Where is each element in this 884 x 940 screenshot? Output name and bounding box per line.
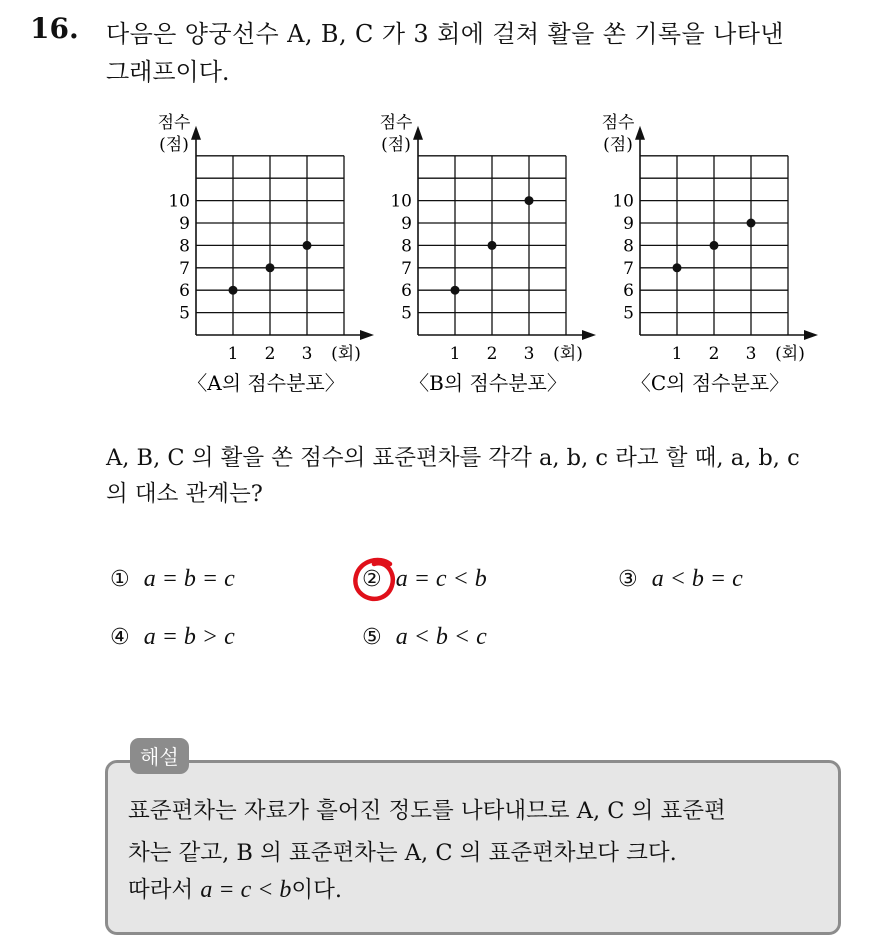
x-tick-label: 2 xyxy=(264,344,276,364)
y-axis-unit: (점) xyxy=(159,134,189,155)
x-axis-arrow xyxy=(804,330,818,340)
solution-badge: 해설 xyxy=(130,738,189,774)
answer-mark-circle xyxy=(350,556,402,606)
y-axis-unit: (점) xyxy=(381,134,411,155)
choice-5[interactable] xyxy=(362,624,487,651)
x-tick-label: 3 xyxy=(301,344,313,364)
data-point xyxy=(303,241,312,250)
choice-number: ① xyxy=(110,567,130,592)
y-axis-arrow xyxy=(635,126,645,140)
chart-caption: 〈C의 점수분포〉 xyxy=(630,371,790,395)
y-axis-arrow xyxy=(413,126,423,140)
y-tick-label: 9 xyxy=(401,214,412,234)
choice-4[interactable] xyxy=(110,624,235,651)
data-point xyxy=(266,263,275,272)
choice-expression: a = c < b xyxy=(395,566,487,592)
choice-number: ③ xyxy=(618,567,638,592)
x-tick-label: 2 xyxy=(486,344,498,364)
x-tick-label: 1 xyxy=(671,344,683,364)
question-text-line1: 다음은 양궁선수 A, B, C 가 3 회에 걸쳐 활을 쏜 기록을 나타낸 xyxy=(106,20,784,48)
y-tick-label: 8 xyxy=(623,236,634,257)
question-stem-line1: A, B, C 의 활을 쏜 점수의 표준편차를 각각 a, b, c 라고 할 때, a, b, c xyxy=(106,445,800,471)
score-charts xyxy=(0,110,884,410)
x-tick-label: 1 xyxy=(449,344,461,364)
choice-3[interactable] xyxy=(618,566,743,593)
y-tick-label: 10 xyxy=(390,191,412,212)
choice-number: ⑤ xyxy=(362,625,382,650)
y-tick-label: 9 xyxy=(623,214,634,234)
question-text-line2: 그래프이다. xyxy=(106,58,230,86)
choice-expression: a = b = c xyxy=(143,566,235,592)
y-tick-label: 7 xyxy=(623,258,634,279)
chart-caption: 〈A의 점수분포〉 xyxy=(187,371,345,395)
x-axis-label: (회) xyxy=(553,344,583,364)
y-tick-label: 6 xyxy=(179,281,190,302)
x-tick-label: 3 xyxy=(523,344,535,364)
x-axis-label: (회) xyxy=(331,344,361,364)
x-tick-label: 1 xyxy=(227,344,239,364)
data-point xyxy=(747,219,756,228)
x-axis-label: (회) xyxy=(775,344,805,364)
y-tick-label: 8 xyxy=(401,236,412,257)
question-number: 16. xyxy=(30,12,79,45)
data-point xyxy=(451,286,460,295)
question-stem-line2: 의 대소 관계는? xyxy=(106,481,263,507)
y-tick-label: 7 xyxy=(179,258,190,279)
y-tick-label: 5 xyxy=(623,303,634,324)
y-axis-unit: (점) xyxy=(603,134,633,155)
choice-expression: a < b < c xyxy=(395,624,487,650)
x-axis-arrow xyxy=(582,330,596,340)
x-tick-label: 3 xyxy=(745,344,757,364)
y-tick-label: 5 xyxy=(179,303,190,324)
y-tick-label: 6 xyxy=(401,281,412,302)
y-axis-label: 점수 xyxy=(157,112,191,133)
data-point xyxy=(525,196,534,205)
y-tick-label: 9 xyxy=(179,214,190,234)
data-point xyxy=(488,241,497,250)
data-point xyxy=(710,241,719,250)
solution-prefix: 따라서 xyxy=(128,877,194,903)
choice-expression: a < b = c xyxy=(651,566,743,592)
chart-caption: 〈B의 점수분포〉 xyxy=(409,371,567,395)
solution-line3 xyxy=(128,872,342,904)
y-axis-label: 점수 xyxy=(379,112,413,133)
y-tick-label: 8 xyxy=(179,236,190,257)
y-tick-label: 10 xyxy=(168,191,190,212)
y-tick-label: 5 xyxy=(401,303,412,324)
y-axis-arrow xyxy=(191,126,201,140)
choice-expression: a = b > c xyxy=(143,624,235,650)
solution-expression: a = c < b xyxy=(200,877,292,903)
y-tick-label: 10 xyxy=(612,191,634,212)
data-point xyxy=(229,286,238,295)
y-tick-label: 7 xyxy=(401,258,412,279)
solution-suffix: 이다. xyxy=(291,877,343,903)
choice-number: ④ xyxy=(110,625,130,650)
choice-number: ② xyxy=(362,567,382,592)
choice-1[interactable] xyxy=(110,566,235,593)
solution-line1: 표준편차는 자료가 흩어진 정도를 나타내므로 A, C 의 표준편 xyxy=(128,798,726,824)
data-point xyxy=(673,263,682,272)
x-tick-label: 2 xyxy=(708,344,720,364)
solution-line2: 차는 같고, B 의 표준편차는 A, C 의 표준편차보다 크다. xyxy=(128,840,677,866)
x-axis-arrow xyxy=(360,330,374,340)
y-axis-label: 점수 xyxy=(601,112,635,133)
y-tick-label: 6 xyxy=(623,281,634,302)
